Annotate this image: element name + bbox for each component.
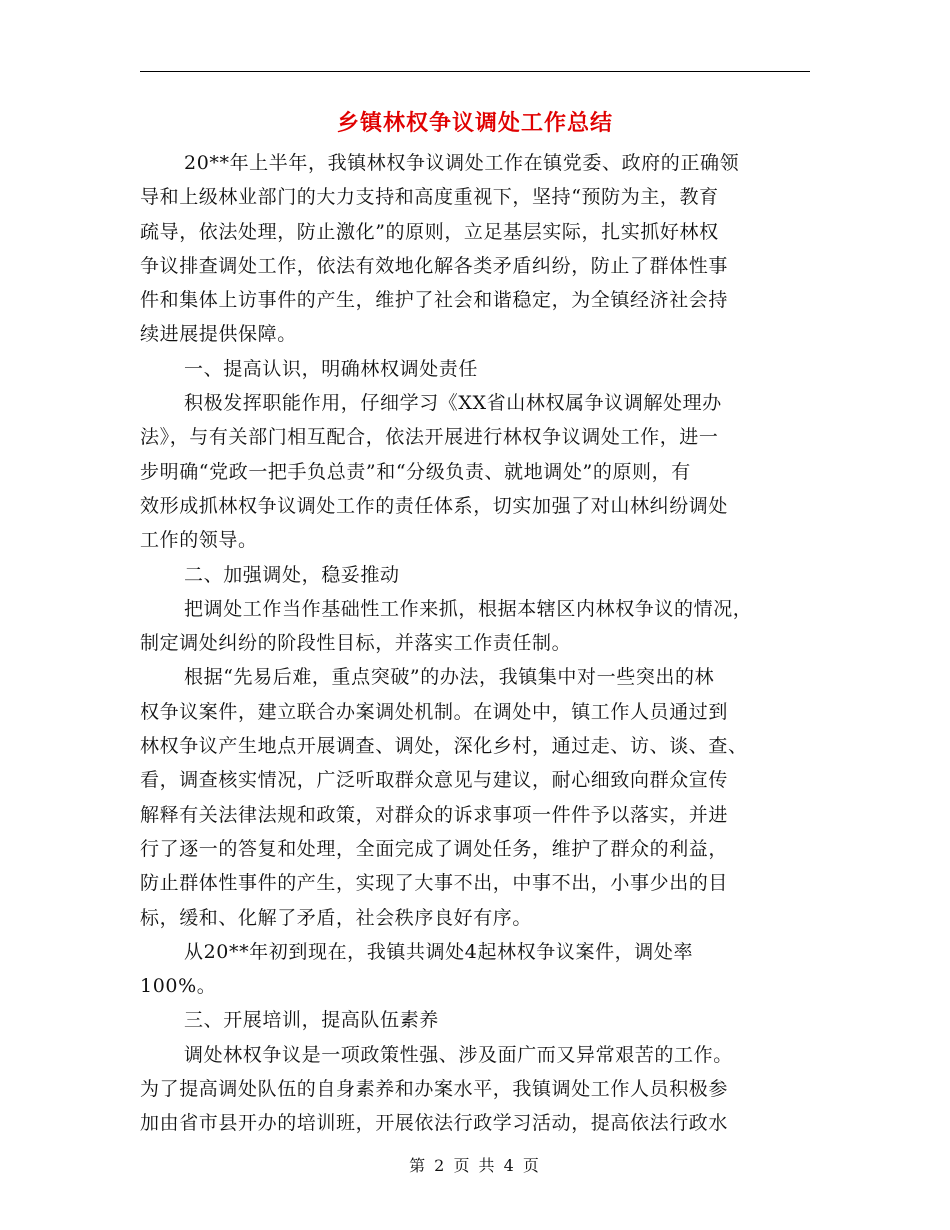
body-line: 争议排查调处工作，依法有效地化解各类矛盾纠纷，防止了群体性事 [140, 254, 729, 277]
body-line: 导和上级林业部门的大力支持和高度重视下，坚持“预防为主，教育 [140, 186, 719, 209]
body-line: 三、开展培训，提高队伍素养 [184, 1009, 439, 1032]
body-line: 件和集体上访事件的产生，维护了社会和谐稳定，为全镇经济社会持 [140, 289, 729, 312]
body-line: 从20**年初到现在，我镇共调处4起林权争议案件，调处率 [184, 940, 694, 963]
body-line: 法》，与有关部门相互配合，依法开展进行林权争议调处工作，进一 [140, 426, 719, 449]
body-line: 把调处工作当作基础性工作来抓，根据本辖区内林权争议的情况， [184, 597, 753, 620]
body-line: 权争议案件，建立联合办案调处机制。在调处中，镇工作人员通过到 [140, 700, 729, 723]
body-line: 防止群体性事件的产生，实现了大事不出，中事不出，小事少出的目 [140, 872, 729, 895]
body-line: 为了提高调处队伍的自身素养和办案水平，我镇调处工作人员积极参 [140, 1078, 729, 1101]
body-line: 步明确“党政一把手负总责”和“分级负责、就地调处”的原则，有 [140, 460, 691, 483]
document-body [140, 146, 820, 1141]
body-line: 根据“先易后难，重点突破”的办法，我镇集中对一些突出的林 [184, 666, 715, 689]
body-line: 加由省市县开办的培训班，开展依法行政学习活动，提高依法行政水 [140, 1112, 729, 1135]
body-line: 效形成抓林权争议调处工作的责任体系，切实加强了对山林纠纷调处 [140, 494, 729, 517]
body-line: 积极发挥职能作用，仔细学习《XX省山林权属争议调解处理办 [184, 392, 722, 415]
body-line: 行了逐一的答复和处理，全面完成了调处任务，维护了群众的利益， [140, 837, 729, 860]
body-line: 看，调查核实情况，广泛听取群众意见与建议，耐心细致向群众宣传 [140, 769, 729, 792]
document-title: 乡镇林权争议调处工作总结 [336, 110, 613, 136]
page-footer: 第 2 页 共 4 页 [409, 1156, 541, 1175]
body-line: 一、提高认识，明确林权调处责任 [184, 357, 479, 380]
body-line: 标，缓和、化解了矛盾，社会秩序良好有序。 [140, 906, 533, 929]
body-line: 二、加强调处，稳妥推动 [184, 563, 400, 586]
body-line: 100%。 [140, 975, 217, 998]
body-line: 续进展提供保障。 [140, 323, 297, 346]
body-line: 20**年上半年，我镇林权争议调处工作在镇党委、政府的正确领 [184, 152, 740, 174]
body-line: 调处林权争议是一项政策性强、涉及面广而又异常艰苦的工作。 [184, 1043, 733, 1066]
body-line: 制定调处纠纷的阶段性目标，并落实工作责任制。 [140, 632, 572, 655]
body-line: 工作的领导。 [140, 529, 258, 552]
header-rule [140, 71, 810, 72]
body-line: 解释有关法律法规和政策，对群众的诉求事项一件件予以落实，并进 [140, 803, 729, 826]
body-line: 林权争议产生地点开展调查、调处，深化乡村，通过走、访、谈、查、 [140, 735, 748, 758]
body-line: 疏导，依法处理，防止激化”的原则，立足基层实际，扎实抓好林权 [140, 220, 719, 243]
